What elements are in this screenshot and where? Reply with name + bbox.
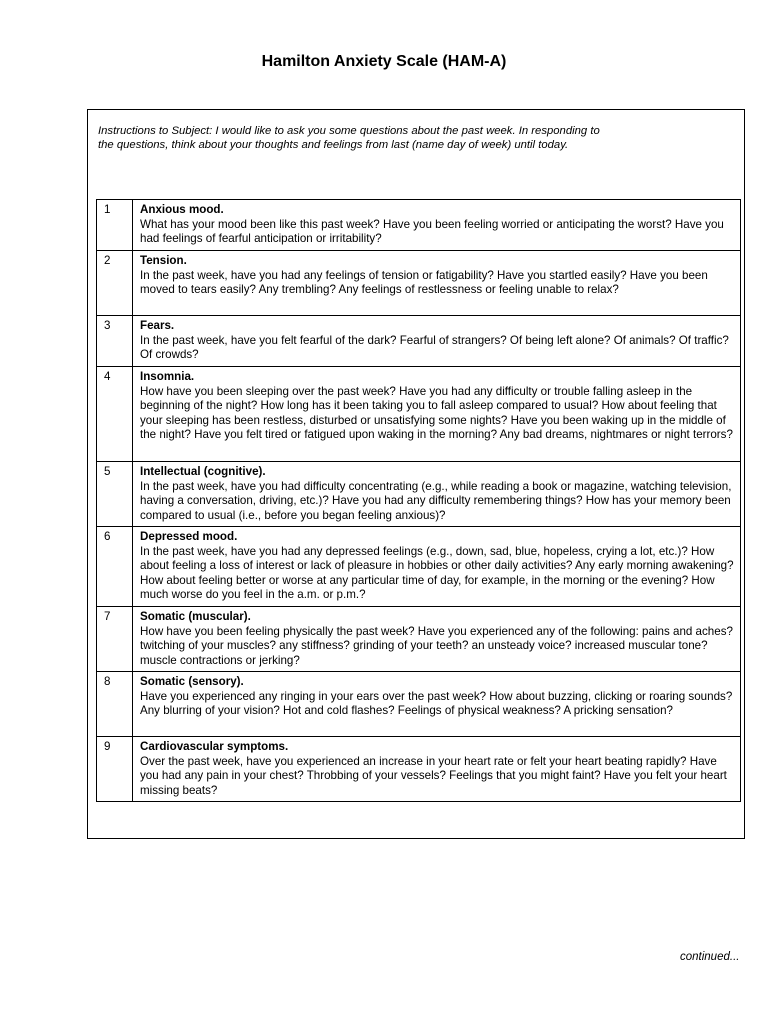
item-title: Insomnia. [140, 370, 195, 383]
item-number: 4 [97, 367, 133, 462]
table-row [97, 316, 741, 367]
item-title: Tension. [140, 254, 187, 267]
table-row [97, 367, 741, 462]
table-row [97, 737, 741, 802]
item-number: 6 [97, 527, 133, 607]
item-title: Depressed mood. [140, 530, 238, 543]
item-cell [133, 367, 741, 462]
item-question: In the past week, have you felt fearful of the dark? Fearful of strangers? Of being left alone? Of animals? Of traffic? Of crowds? [140, 333, 729, 361]
item-cell [133, 672, 741, 737]
item-cell [133, 251, 741, 316]
item-title: Fears. [140, 319, 175, 332]
item-question: Have you experienced any ringing in your ears over the past week? How about buzzing, clicking or roaring sounds? Any blurring of your vision? Hot and cold flashes? Feelings of physical weakness? A pricking sensation? [140, 689, 733, 717]
table-row [97, 200, 741, 251]
item-question: Over the past week, have you experienced an increase in your heart rate or felt your heart beating rapidly? Have you had any pain in your chest? Throbbing of your vessels? Feelings that you might faint? Have you felt your heart missing beats? [140, 754, 727, 797]
item-number: 1 [97, 200, 133, 251]
item-number: 3 [97, 316, 133, 367]
questionnaire-frame [87, 109, 745, 839]
item-cell [133, 527, 741, 607]
item-title: Somatic (muscular). [140, 610, 251, 623]
item-cell [133, 737, 741, 802]
table-row [97, 251, 741, 316]
item-question: In the past week, have you had difficulty concentrating (e.g., while reading a book or magazine, watching television, having a conversation, driving, etc.)? Have you had any difficulty remembering things? How has your memory been compared to usual (i.e., before you began feeling anxious)? [140, 479, 732, 522]
item-question: In the past week, have you had any feelings of tension or fatigability? Have you startled easily? Have you been moved to tears easily? Any trembling? Any feelings of restlessness or feeling unable to relax? [140, 268, 708, 296]
table-row [97, 607, 741, 672]
item-number: 8 [97, 672, 133, 737]
instructions-line: the questions, think about your thoughts and feelings from last (name day of week) until today. [98, 139, 569, 151]
instructions-line: Instructions to Subject: I would like to ask you some questions about the past week. In responding to [98, 125, 600, 137]
item-question: In the past week, have you had any depressed feelings (e.g., down, sad, blue, hopeless, crying a lot, etc.)? How about feeling a loss of interest or lack of pleasure in hobbies or other daily activities? Any early morning awakening? How about feeling better or worse at any particular time of day, for example, in the morning or the evening? How much worse do you feel in the a.m. or p.m.? [140, 544, 734, 601]
item-question: How have you been sleeping over the past week? Have you had any difficulty or trouble falling asleep in the beginning of the night? How long has it been taking you to fall asleep compared to usual? How about feeling that your sleeping has been restless, disturbed or unsatisfying some nights? Have you been waking up in the middle of the night? Have you felt tired or fatigued upon waking in the morning? Any bad dreams, nightmares or night terrors? [140, 384, 733, 441]
item-cell [133, 200, 741, 251]
table-row [97, 527, 741, 607]
item-cell [133, 607, 741, 672]
item-number: 7 [97, 607, 133, 672]
item-title: Cardiovascular symptoms. [140, 740, 289, 753]
page-title: Hamilton Anxiety Scale (HAM-A) [261, 53, 507, 70]
item-question: How have you been feeling physically the past week? Have you experienced any of the following: pains and aches? twitching of your muscles? any stiffness? grinding of your teeth? an unsteady voice? increased muscular tone? muscle contractions or jerking? [140, 624, 733, 667]
item-question: What has your mood been like this past week? Have you been feeling worried or anticipating the worst? Have you had feelings of fearful anticipation or irritability? [140, 217, 724, 245]
items-table [96, 199, 741, 802]
instructions [98, 124, 718, 152]
item-cell [133, 316, 741, 367]
item-number: 9 [97, 737, 133, 802]
table-row [97, 672, 741, 737]
item-number: 5 [97, 462, 133, 527]
table-row [97, 462, 741, 527]
item-title: Somatic (sensory). [140, 675, 244, 688]
item-title: Intellectual (cognitive). [140, 465, 266, 478]
item-number: 2 [97, 251, 133, 316]
continued-note: continued... [680, 951, 740, 963]
item-cell [133, 462, 741, 527]
item-title: Anxious mood. [140, 203, 224, 216]
